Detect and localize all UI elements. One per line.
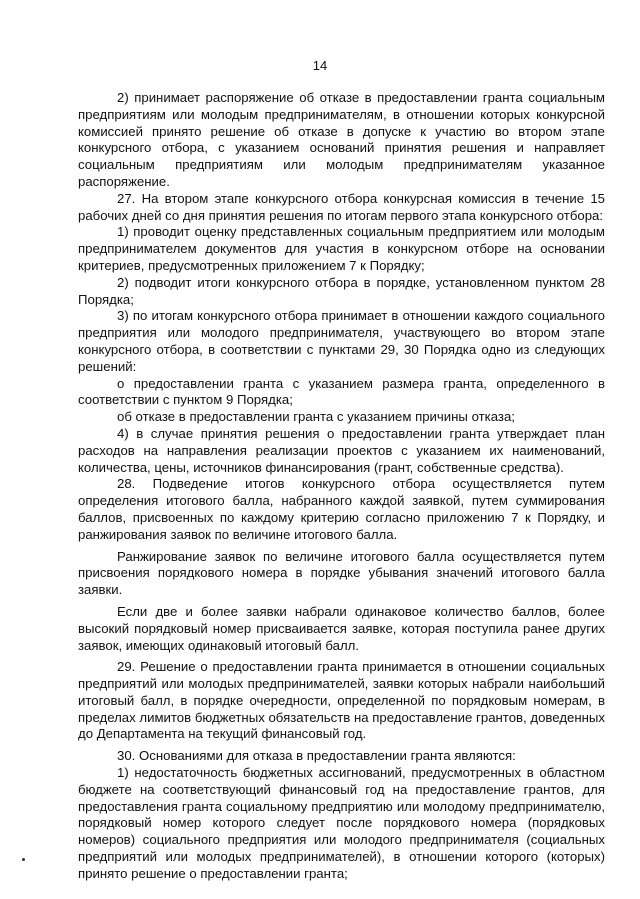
paragraph-27-item-3: 3) по итогам конкурсного отбора принимает в отношении каждого социального предприятия или молодого предпринимателя, участвующего во втором этапе конкурсного отбора, в соответствии с пунктами 29, 30 Порядка одно из следующих решений: (78, 308, 605, 374)
paragraph-ranking: Ранжирование заявок по величине итогового балла осуществляется путем присвоения порядкового номера в порядке убывания значений итогового балла заявки. (78, 548, 605, 598)
paragraph-29-grant-decision: 29. Решение о предоставлении гранта принимается в отношении социальных предприятий или молодых предпринимателей, заявки которых набрали наибольший итоговый балл, в порядке очередности, определенной по порядковым номерам, в пределах лимитов бюджетных обязательств на предоставление грантов, доведенных до Департамента на текущий финансовый год. (78, 659, 605, 742)
paragraph-2-refusal-order: 2) принимает распоряжение об отказе в предоставлении гранта социальным предприятиям или молодым предпринимателям, в отношении которых конкурсной комиссией принято решение об отказе в допуске к участию во втором этапе конкурсного отбора, с указанием оснований принятия решения и направляет социальным предприятиям или молодым предпринимателям указанное распоряжение. (78, 90, 605, 189)
paragraph-27-item-1: 1) проводит оценку представленных социальным предприятием или молодым предпринимателем документов для участия в конкурсном отборе на основании критериев, предусмотренных приложением 7 к Порядку; (78, 224, 605, 273)
paragraph-28-summing: 28. Подведение итогов конкурсного отбора осуществляется путем определения итогового балла, набранного каждой заявкой, путем суммирования баллов, присвоенных по каждому критерию согласно приложению 7 к Порядку, и ранжирования заявок по величине итогового балла. (78, 476, 605, 542)
paragraph-30-item-1: 1) недостаточность бюджетных ассигнований, предусмотренных в областном бюджете на соответствующий финансовый год на предоставление грантов, для предоставления гранта социальному предприятию или молодому предпринимателю, порядковый номер которого следует после порядкового номера (порядковых номеров) социального предприятия или молодого предпринимателя (социальных предприятий или молодых предпринимателей), в отношении которого (которых) принято решение о предоставлении гранта; (78, 765, 605, 881)
document-body (78, 90, 605, 883)
scan-dot-mark (22, 858, 25, 861)
paragraph-30-refusal-grounds: 30. Основаниями для отказа в предоставлении гранта являются: (117, 748, 516, 764)
paragraph-equal-scores: Если две и более заявки набрали одинаковое количество баллов, более высокий порядковый номер присваивается заявке, которая поступила ранее других заявок, имеющих одинаковый итоговый балл. (78, 603, 605, 653)
page-number: 14 (312, 58, 328, 73)
paragraph-decision-grant: о предоставлении гранта с указанием размера гранта, определенного в соответствии с пунктом 9 Порядка; (78, 375, 605, 408)
paragraph-27-item-2: 2) подводит итоги конкурсного отбора в порядке, установленном пунктом 28 Порядка; (78, 274, 605, 307)
paragraph-decision-refusal: об отказе в предоставлении гранта с указанием причины отказа; (117, 409, 515, 425)
paragraph-27-second-stage: 27. На втором этапе конкурсного отбора конкурсная комиссия в течение 15 рабочих дней со дня принятия решения по итогам первого этапа конкурсного отбора: (78, 190, 605, 223)
paragraph-27-item-4: 4) в случае принятия решения о предоставлении гранта утверждает план расходов на направления реализации проектов с указанием их наименований, количества, цены, источников финансирования (грант, собственные средства). (78, 425, 605, 475)
